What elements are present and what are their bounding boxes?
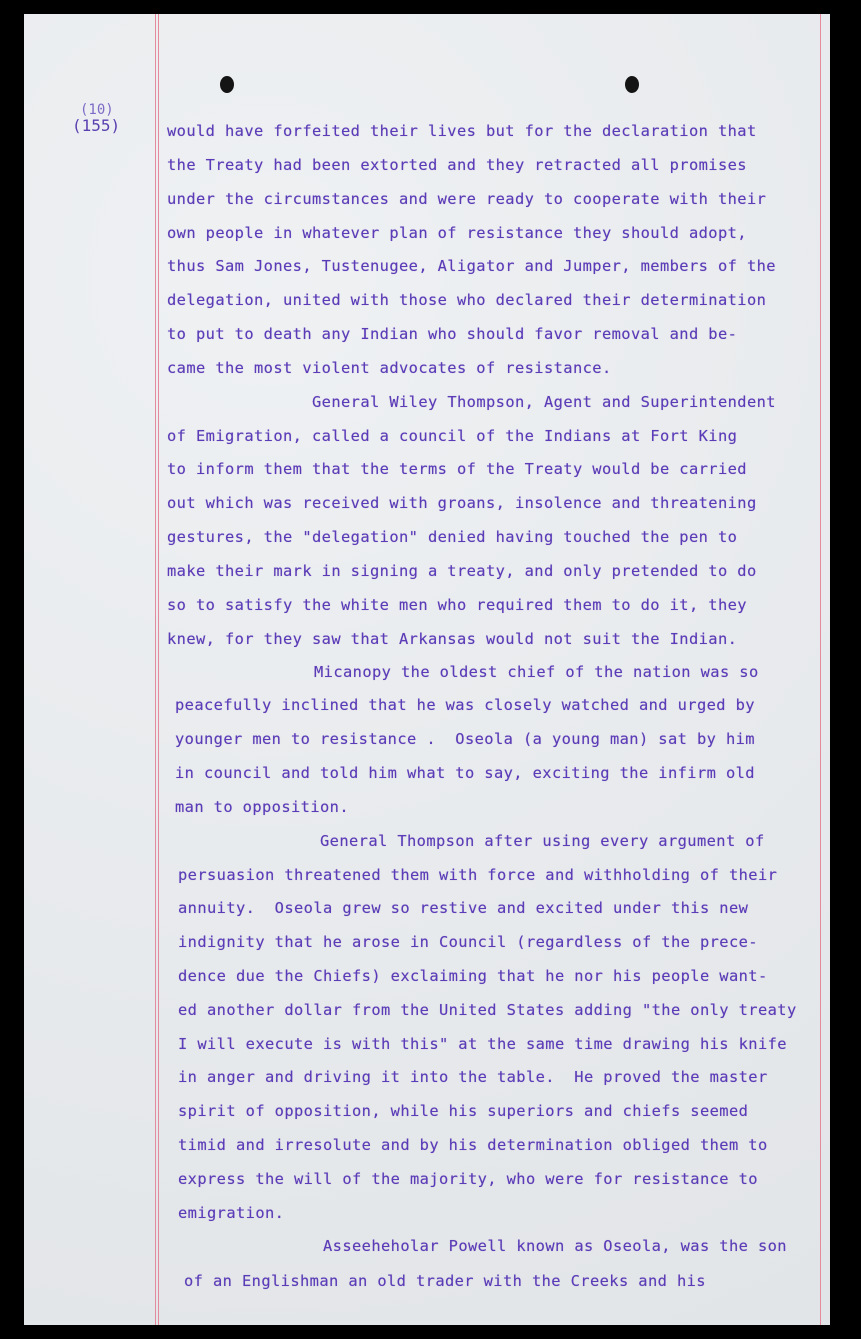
text-line: under the circumstances and were ready to cooperate with their <box>167 190 767 208</box>
text-line: delegation, united with those who declared their determination <box>167 291 767 309</box>
text-line: man to opposition. <box>175 798 349 816</box>
text-line: out which was received with groans, insolence and threatening <box>167 494 757 512</box>
text-line: of an Englishman an old trader with the Creeks and his <box>184 1272 706 1290</box>
text-line: I will execute is with this" at the same time drawing his knife <box>178 1035 787 1053</box>
text-line: spirit of opposition, while his superiors and chiefs seemed <box>178 1102 749 1120</box>
right-margin-line <box>820 14 821 1325</box>
text-line: emigration. <box>178 1204 285 1222</box>
text-line: in council and told him what to say, exciting the infirm old <box>175 764 755 782</box>
left-margin-line-inner <box>158 14 159 1325</box>
text-line: Micanopy the oldest chief of the nation was so <box>314 663 759 681</box>
punch-hole-left <box>220 76 234 93</box>
text-line: ed another dollar from the United States adding "the only treaty <box>178 1001 797 1019</box>
text-line: to put to death any Indian who should favor removal and be- <box>167 325 738 343</box>
text-line: younger men to resistance . Oseola (a young man) sat by him <box>175 730 755 748</box>
text-line: so to satisfy the white men who required them to do it, they <box>167 596 747 614</box>
text-line: in anger and driving it into the table. He proved the master <box>178 1068 768 1086</box>
page-number-small: (10) <box>80 102 114 118</box>
text-line: indignity that he arose in Council (regardless of the prece- <box>178 933 758 951</box>
text-line: knew, for they saw that Arkansas would not suit the Indian. <box>167 630 738 648</box>
text-line: peacefully inclined that he was closely watched and urged by <box>175 696 755 714</box>
text-line: annuity. Oseola grew so restive and excited under this new <box>178 899 749 917</box>
punch-hole-right <box>625 76 639 93</box>
text-line: gestures, the "delegation" denied having touched the pen to <box>167 528 738 546</box>
text-line: General Thompson after using every argument of <box>320 832 765 850</box>
page-number: (155) <box>72 116 121 135</box>
text-line: own people in whatever plan of resistance they should adopt, <box>167 224 747 242</box>
text-line: to inform them that the terms of the Treaty would be carried <box>167 460 747 478</box>
text-line: timid and irresolute and by his determination obliged them to <box>178 1136 768 1154</box>
text-line: Asseeheholar Powell known as Oseola, was the son <box>323 1237 787 1255</box>
text-line: thus Sam Jones, Tustenugee, Aligator and Jumper, members of the <box>167 257 776 275</box>
text-line: dence due the Chiefs) exclaiming that he nor his people want- <box>178 967 768 985</box>
text-line: make their mark in signing a treaty, and only pretended to do <box>167 562 757 580</box>
text-line: the Treaty had been extorted and they retracted all promises <box>167 156 747 174</box>
left-margin-line <box>155 14 156 1325</box>
text-line: would have forfeited their lives but for the declaration that <box>167 122 757 140</box>
text-line: of Emigration, called a council of the Indians at Fort King <box>167 427 738 445</box>
text-line: express the will of the majority, who were for resistance to <box>178 1170 758 1188</box>
document-page <box>24 14 830 1325</box>
text-line: persuasion threatened them with force and withholding of their <box>178 866 778 884</box>
text-line: General Wiley Thompson, Agent and Superintendent <box>312 393 776 411</box>
text-line: came the most violent advocates of resistance. <box>167 359 612 377</box>
